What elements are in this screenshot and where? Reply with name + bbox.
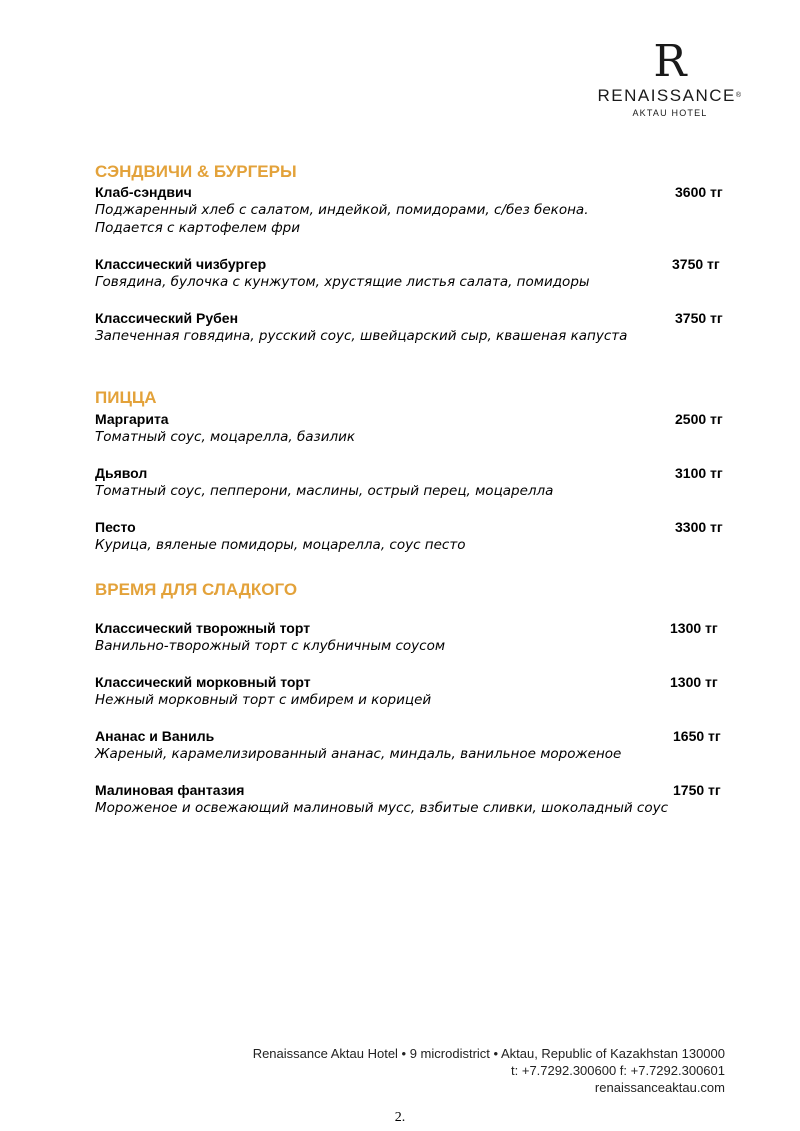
- section-title-sandwiches: СЭНДВИЧИ & БУРГЕРЫ: [95, 162, 297, 181]
- menu-item: [95, 309, 735, 345]
- item-price: 3100 тг: [675, 465, 723, 481]
- item-price: 3750 тг: [675, 310, 723, 326]
- item-price: 3750 тг: [672, 256, 720, 272]
- section-title-desserts: ВРЕМЯ ДЛЯ СЛАДКОГО: [95, 580, 298, 599]
- item-name: Классический творожный торт: [95, 620, 311, 636]
- item-price: 3600 тг: [675, 184, 723, 200]
- menu-item: [95, 255, 735, 291]
- item-description: Курица, вяленые помидоры, моцарелла, соус песто: [95, 537, 466, 553]
- item-name: Дьявол: [95, 465, 148, 481]
- item-price: 1650 тг: [673, 728, 721, 744]
- item-name: Ананас и Ваниль: [95, 728, 215, 744]
- item-price: 3300 тг: [675, 519, 723, 535]
- item-name: Песто: [95, 519, 136, 535]
- hotel-contact-footer: [253, 1045, 725, 1096]
- menu-item: [95, 727, 735, 763]
- registered-mark: ®: [735, 92, 743, 99]
- menu-item: [95, 410, 735, 446]
- item-description: Мороженое и освежающий малиновый мусс, взбитые сливки, шоколадный соус: [95, 800, 669, 816]
- item-name: Классический морковный торт: [95, 674, 311, 690]
- page-number: 2.: [394, 1110, 406, 1125]
- item-name: Классический Рубен: [95, 310, 239, 326]
- menu-item: [95, 518, 735, 554]
- item-description: Жареный, карамелизированный ананас, миндаль, ванильное мороженое: [95, 746, 622, 762]
- item-description: Поджаренный хлеб с салатом, индейкой, помидорами, с/без бекона.: [95, 202, 589, 218]
- menu-item: [95, 183, 735, 237]
- menu-item: [95, 464, 735, 500]
- item-name: Малиновая фантазия: [95, 782, 245, 798]
- logo-brand-name: [560, 86, 780, 106]
- hotel-logo: [560, 38, 780, 118]
- section-title-pizza: ПИЦЦА: [95, 388, 157, 407]
- item-name: Классический чизбургер: [95, 256, 267, 272]
- item-name: Маргарита: [95, 411, 169, 427]
- item-description: Подается с картофелем фри: [95, 220, 300, 236]
- item-description: Говядина, булочка с кунжутом, хрустящие листья салата, помидоры: [95, 274, 590, 290]
- logo-brand-text: RENAISSANCE: [597, 86, 736, 105]
- item-description: Томатный соус, моцарелла, базилик: [95, 429, 356, 445]
- item-price: 2500 тг: [675, 411, 723, 427]
- item-description: Запеченная говядина, русский соус, швейцарский сыр, квашеная капуста: [95, 328, 628, 344]
- logo-subtitle: AKTAU HOTEL: [632, 108, 708, 118]
- item-price: 1300 тг: [670, 674, 718, 690]
- item-name: Клаб-сэндвич: [95, 184, 192, 200]
- item-price: 1750 тг: [673, 782, 721, 798]
- item-price: 1300 тг: [670, 620, 718, 636]
- item-description: Томатный соус, пепперони, маслины, острый перец, моцарелла: [95, 483, 554, 499]
- menu-item: [95, 619, 735, 655]
- item-description: Ванильно-творожный торт с клубничным соусом: [95, 638, 446, 654]
- footer-website: renaissanceaktau.com: [594, 1080, 725, 1095]
- item-description: Нежный морковный торт с имбирем и корицей: [95, 692, 432, 708]
- footer-phones: t: +7.7292.300600 f: +7.7292.300601: [511, 1063, 725, 1078]
- menu-item: [95, 673, 735, 709]
- footer-address: Renaissance Aktau Hotel • 9 microdistrict • Aktau, Republic of Kazakhstan 130000: [252, 1046, 725, 1061]
- logo-letter: R: [653, 36, 687, 87]
- menu-item: [95, 781, 735, 817]
